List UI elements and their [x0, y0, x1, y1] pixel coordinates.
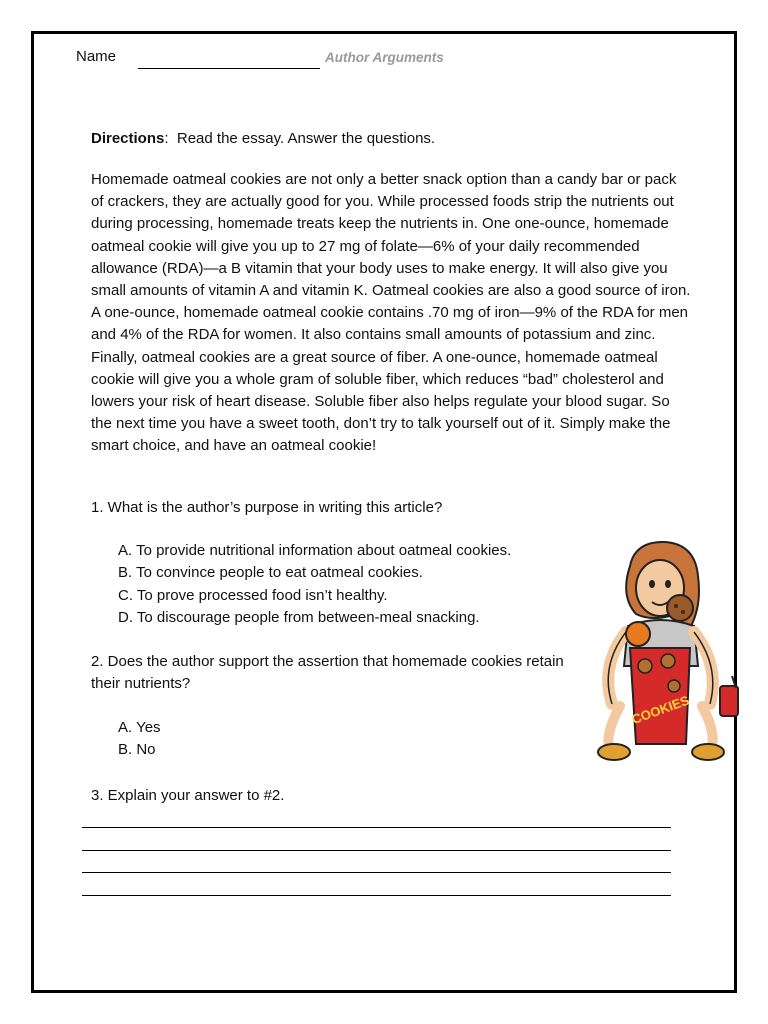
directions-text: Read the essay. Answer the questions. [176, 130, 436, 147]
option-2a[interactable]: A. Yes [118, 719, 161, 736]
question-1-options [118, 540, 511, 630]
essay-text: Homemade oatmeal cookies are not only a better snack option than a candy bar or pack of crackers, they are actually good for you. While processed foods strip the nutrients out during processing, homemade treats keep the nutrients in. One one-ounce, homemade oatmeal cookie will give you up to 27 mg of folate—6% of your daily recommended allowance (RDA)—a B vitamin that your body uses to make energy. It will also give you small amounts of vitamin A and vitamin K. Oatmeal cookies are also a good source of iron. A one-ounce, homemade oatmeal cookie contains .70 mg of iron—9% of the RDA for men and 4% of the RDA for women. It also contains small amounts of potassium and zinc. Finally, oatmeal cookies are a great source of fiber. A one-ounce, homemade oatmeal cookie will give you a whole gram of soluble fiber, which reduces “bad” cholesterol and lowers your risk of heart disease. Soluble fiber also helps regulate your blood sugar. So the next time you have a sweet tooth, don’t try to talk yourself out of it. Simply make the smart choice, and have an oatmeal cookie! [91, 171, 691, 455]
option-1c[interactable]: C. To prove processed food isn’t healthy. [118, 586, 388, 604]
directions: Directions: Read the essay. Answer the questions. [91, 130, 436, 147]
option-1a[interactable]: A. To provide nutritional information about oatmeal cookies. [118, 542, 512, 559]
girl-eating-cookies-icon [590, 536, 750, 766]
answer-line[interactable] [82, 850, 671, 851]
answer-line[interactable] [82, 872, 671, 873]
option-2b[interactable]: B. No [118, 741, 156, 759]
option-1b[interactable]: B. To convince people to eat oatmeal cookies. [118, 564, 423, 582]
name-label: Name [76, 48, 117, 65]
question-2: 2. Does the author support the assertion that homemade cookies retain their nutrients? [91, 653, 564, 693]
answer-line[interactable] [82, 895, 671, 896]
worksheet-title: Author Arguments [325, 50, 444, 65]
directions-label: Directions [91, 130, 165, 147]
name-input-line[interactable] [138, 68, 320, 69]
question-2-options [118, 717, 161, 762]
option-1d[interactable]: D. To discourage people from between-meal snacking. [118, 609, 480, 627]
bag-label: COOKIES [629, 692, 692, 728]
question-3: 3. Explain your answer to #2. [91, 787, 285, 804]
question-1: 1. What is the author’s purpose in writing this article? [91, 499, 443, 516]
answer-line[interactable] [82, 827, 671, 828]
